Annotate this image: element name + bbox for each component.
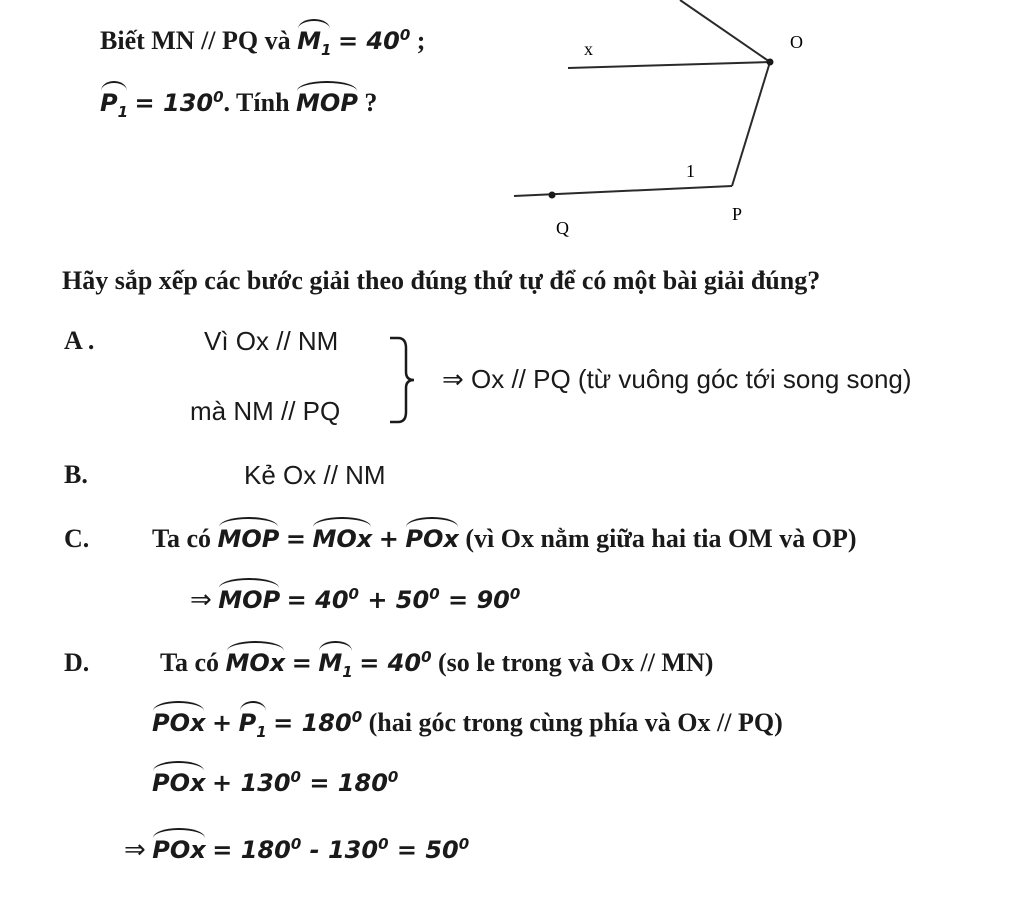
brace-icon — [386, 334, 426, 426]
angle-mox: MOx — [225, 649, 286, 677]
question-mark: ? — [364, 88, 378, 117]
problem-line-2 — [100, 88, 377, 121]
step-c-letter: C. — [64, 524, 90, 553]
step-c-line-2 — [190, 584, 520, 615]
angle-p1: $P_1$ — [238, 709, 267, 741]
step-b-letter: B. — [64, 460, 88, 489]
angle-mop: MOP — [218, 586, 281, 614]
label-o: O — [790, 32, 803, 52]
plus-sign: + — [378, 525, 399, 553]
angle-m1-value: = $40^0$ — [337, 26, 411, 55]
step-a-letter: A . — [64, 326, 95, 355]
compute-text: . Tính — [223, 88, 290, 117]
ray-om — [680, 0, 770, 62]
geometry-figure — [500, 0, 803, 250]
point-o — [767, 59, 774, 66]
angle-p1-value: = $130^0$ — [134, 88, 224, 117]
implies-arrow: ⇒ — [124, 834, 146, 864]
angle-pox: POx — [152, 769, 206, 797]
ta-co-text: Ta có — [152, 524, 211, 553]
angle-m1-value: = $40^0$ — [359, 648, 432, 677]
angle-mop: MOP — [296, 89, 358, 117]
step-d-letter: D. — [64, 648, 90, 677]
angle-pox: POx — [405, 525, 459, 553]
angle-mox: MOx — [312, 525, 373, 553]
step-d-line-1 — [160, 648, 713, 681]
point-q — [549, 192, 556, 199]
step-d-calc-3: + $130^0 = 180^0$ — [211, 768, 399, 797]
step-b-text: Kẻ Ox // NM — [244, 460, 386, 490]
step-c-calc: = $40^0 + 50^0 = 90^0$ — [286, 585, 521, 614]
step-d-line-3 — [152, 768, 398, 798]
semicolon: ; — [416, 26, 426, 55]
step-d-note-1: (so le trong và Ox // MN) — [438, 648, 714, 677]
problem-given-text: Biết MN // PQ và — [100, 26, 291, 55]
angle-pox: POx — [152, 836, 206, 864]
implies-arrow: ⇒ — [190, 584, 212, 614]
label-1: 1 — [686, 161, 695, 181]
question-text: Hãy sắp xếp các bước giải theo đúng thứ tự để có một bài giải đúng? — [62, 266, 821, 295]
label-p: P — [732, 204, 743, 224]
plus-sign: + — [211, 709, 233, 737]
problem-line-1 — [100, 26, 425, 59]
angle-mop: MOP — [217, 525, 280, 553]
angle-m1: $M_1$ — [318, 649, 353, 681]
step-c-line-1 — [152, 524, 857, 554]
step-d-note-2: (hai góc trong cùng phía và Ox // PQ) — [368, 708, 783, 737]
equals-sign: = — [291, 649, 312, 677]
angle-m1: $M_1$ — [297, 27, 332, 59]
angle-pox: POx — [152, 709, 206, 737]
angle-p1: $P_1$ — [100, 89, 129, 121]
ta-co-text: Ta có — [160, 648, 219, 677]
step-a-line-1: Vì Ox // NM — [204, 326, 339, 356]
step-a-line-2: mà NM // PQ — [190, 396, 341, 426]
step-c-note: (vì Ox nằm giữa hai tia OM và OP) — [465, 524, 857, 553]
label-x: x — [584, 39, 593, 59]
equals-sign: = — [285, 525, 306, 553]
angle-sum-value: = $180^0$ — [273, 708, 363, 737]
step-d-line-4 — [124, 834, 469, 865]
label-q: Q — [556, 218, 569, 238]
step-a-result: ⇒ Ox // PQ (từ vuông góc tới song song) — [442, 364, 912, 394]
segment-op — [732, 62, 770, 186]
step-d-calc-4: = $180^0 - 130^0 = 50^0$ — [212, 835, 470, 864]
ray-ox — [568, 62, 770, 68]
step-d-line-2 — [152, 708, 783, 741]
line-pq — [514, 186, 732, 196]
